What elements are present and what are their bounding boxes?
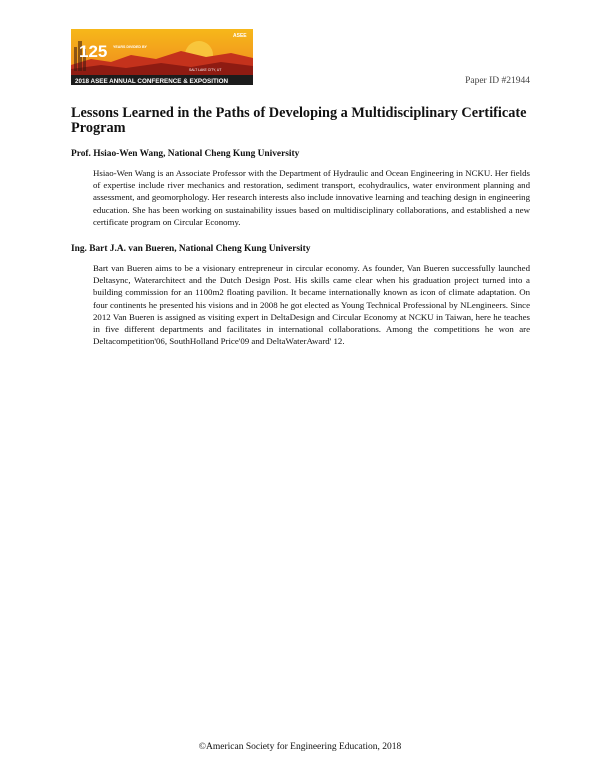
copyright-footer: ©American Society for Engineering Education, 2018 [198, 742, 402, 752]
conference-banner-logo [71, 29, 253, 85]
author-bio: Bart van Bueren aims to be a visionary entrepreneur in circular economy. As founder, Van Bueren successfully launched Deltasync, Waterarchitect and the Dutch Design Post. His skills came clear when his graduation project turned into a building commission for an 1100m2 floating pavilion. It became internationally known as icon of climate adaptation. On four continents he presented his visions and in 2008 he got elected as Young Technical Professional by NLengineers. Since 2012 Van Bueren is assigned as visiting expert in DeltaDesign and Circular Economy at NCKU in Taiwan, here he teaches in five different departments and facilitates in international collaborations. Among the competitions he won are Deltacompetition'06, SouthHolland Price'09 and DeltaWaterAward' 12. [93, 263, 530, 347]
banner-conference-text: 2018 ASEE ANNUAL CONFERENCE & EXPOSITION [75, 78, 229, 85]
banner-location-text: SALT LAKE CITY, UT [189, 68, 222, 72]
banner-years-text: YEARS DIVIDED BY [113, 45, 147, 49]
svg-text:ASEE: ASEE [233, 33, 247, 39]
banner-number: 125 [79, 42, 108, 61]
paper-id: Paper ID #21944 [465, 76, 530, 86]
banner-graphic [71, 29, 253, 85]
asee-logo-icon [233, 33, 247, 39]
author-bio: Hsiao-Wen Wang is an Associate Professor with the Department of Hydraulic and Ocean Engineering in NCKU. Her fields of expertise include river mechanics and restoration, sediment transport, ecohydraulics, water environment planning and assessment, and geomorphology. Her research interests also include innovative learning and teaching design in engineering education. She has been working on sustainability issues based on multidisciplinary collaborations, and established a new certificate program on Circular Economy. [93, 168, 530, 227]
author-name: Ing. Bart J.A. van Bueren, National Cheng Kung University [71, 244, 311, 254]
author-name: Prof. Hsiao-Wen Wang, National Cheng Kung University [71, 149, 300, 159]
paper-title: Lessons Learned in the Paths of Developing a Multidisciplinary Certificate Program [71, 105, 527, 136]
